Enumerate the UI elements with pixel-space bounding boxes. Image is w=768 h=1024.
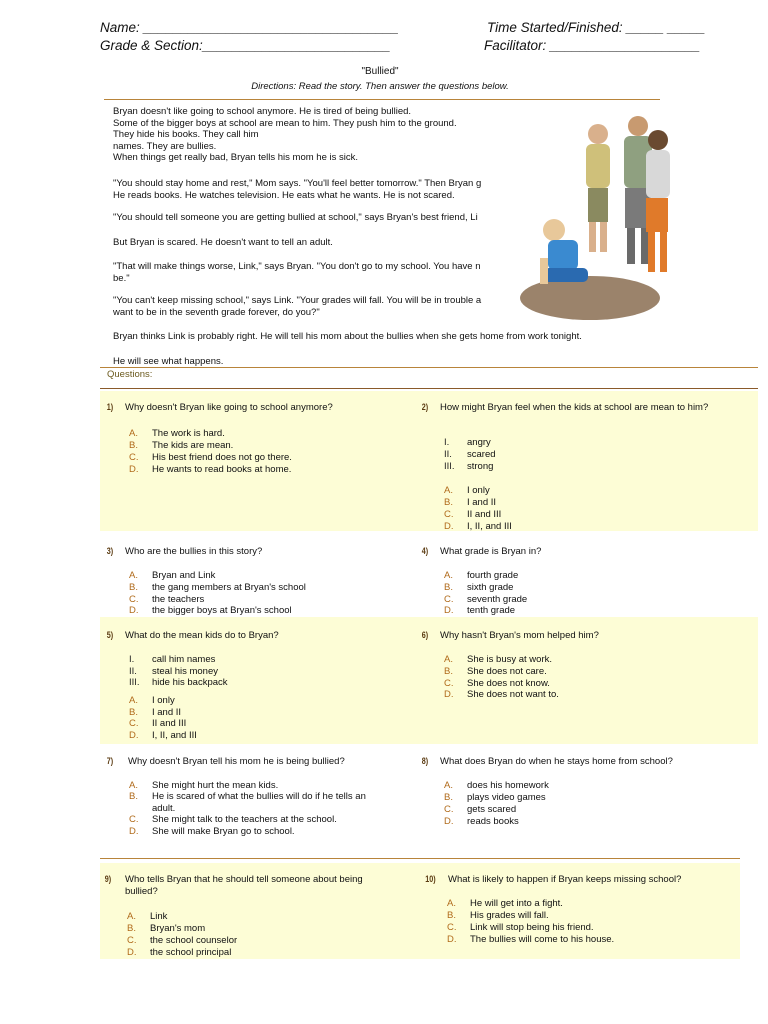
answer-option[interactable]: A. does his homework: [444, 780, 549, 791]
time-field-label: Time Started/Finished: _____ _____: [487, 20, 706, 35]
answer-option[interactable]: B. the gang members at Bryan's school: [129, 582, 306, 593]
answer-option[interactable]: C. the teachers: [129, 594, 205, 605]
option-text: The kids are mean.: [152, 440, 234, 451]
divider: [100, 388, 758, 389]
option-letter: A.: [129, 428, 138, 439]
answer-option[interactable]: B. She does not care.: [444, 666, 547, 677]
answer-option[interactable]: [129, 440, 389, 452]
roman-option: I. call him names: [129, 654, 216, 665]
question-1: [106, 402, 406, 482]
question-number: 5): [106, 630, 114, 640]
question-text: Who tells Bryan that he should tell someone about being bullied?: [125, 874, 363, 897]
question-10: [424, 874, 724, 949]
name-field-label: Name: __________________________________: [100, 20, 399, 35]
story-paragraph: Bryan doesn't like going to school anymore. He is tired of being bullied. Some of the bigger boys at school are mean to him. They push him to the ground. They hide his books. They call him names. They are bullies. When things get really bad, Bryan tells his mom he is sick.: [113, 106, 457, 164]
story-paragraph: "You should stay home and rest," Mom says. "You'll feel better tomorrow." Then Bryan g He reads books. He watches television. He eats what he wants. He is not scared.: [113, 178, 482, 201]
question-text: What do the mean kids do to Bryan?: [125, 630, 279, 641]
question-2: [421, 402, 721, 532]
story-paragraph: Bryan thinks Link is probably right. He will tell his mom about the bullies when she gets home from work tonight.: [113, 331, 582, 342]
question-text: What does Bryan do when he stays home from school?: [440, 756, 673, 767]
question-text: What grade is Bryan in?: [440, 546, 542, 557]
story-paragraph: "That will make things worse, Link," says Bryan. "You don't go to my school. You have n be.": [113, 261, 481, 284]
answer-option[interactable]: B. sixth grade: [444, 582, 514, 593]
answer-option[interactable]: D. I, II, and III: [129, 730, 197, 741]
answer-option[interactable]: A. I only: [444, 485, 490, 496]
directions-text: Directions: Read the story. Then answer the questions below.: [251, 81, 509, 92]
question-number: 4): [421, 546, 429, 556]
answer-option[interactable]: B. I and II: [129, 707, 182, 718]
roman-option: I. angry: [444, 437, 491, 448]
question-number: 9): [104, 874, 112, 884]
answer-option[interactable]: [129, 464, 389, 476]
question-text: What is likely to happen if Bryan keeps missing school?: [448, 874, 682, 885]
question-number: 1): [106, 402, 114, 412]
question-9: [104, 874, 404, 959]
answer-option[interactable]: A. fourth grade: [444, 570, 519, 581]
roman-option: II. scared: [444, 449, 496, 460]
story-title: "Bullied": [361, 66, 399, 77]
question-3: [106, 546, 406, 616]
answer-option[interactable]: A. Link: [127, 911, 168, 922]
option-text: His best friend does not go there.: [152, 452, 292, 463]
answer-option[interactable]: A. She is busy at work.: [444, 654, 553, 665]
question-text: Why doesn't Bryan like going to school anymore?: [125, 402, 333, 413]
grade-section-field-label: Grade & Section:_________________________: [100, 38, 391, 53]
questions-heading: Questions:: [107, 369, 153, 380]
divider: [100, 858, 740, 859]
answer-option[interactable]: [129, 428, 389, 440]
answer-option[interactable]: C. II and III: [444, 509, 502, 520]
answer-option[interactable]: C. the school counselor: [127, 935, 238, 946]
option-letter: C.: [129, 452, 139, 463]
story-paragraph: "You can't keep missing school," says Link. "Your grades will fall. You will be in trouble a want to be in the seventh grade forever, do you?": [113, 295, 482, 318]
answer-option[interactable]: A. He will get into a fight.: [447, 898, 563, 909]
question-text: How might Bryan feel when the kids at school are mean to him?: [440, 402, 709, 413]
option-letter: D.: [129, 464, 139, 475]
question-number: 6): [421, 630, 429, 640]
option-text: The work is hard.: [152, 428, 225, 439]
roman-option: II. steal his money: [129, 666, 219, 677]
question-number: 10): [425, 874, 436, 884]
answer-option[interactable]: A. She might hurt the mean kids.: [129, 780, 279, 791]
answer-option[interactable]: D. tenth grade: [444, 605, 516, 616]
story-paragraph: But Bryan is scared. He doesn't want to tell an adult.: [113, 237, 333, 248]
story-paragraph: He will see what happens.: [113, 356, 224, 367]
answer-option[interactable]: D. the school principal: [127, 947, 232, 958]
answer-option[interactable]: B. I and II: [444, 497, 497, 508]
answer-option[interactable]: B. His grades will fall.: [447, 910, 549, 921]
question-text: Who are the bullies in this story?: [125, 546, 263, 557]
question-number: 3): [106, 546, 114, 556]
question-text: Why doesn't Bryan tell his mom he is being bullied?: [128, 756, 345, 767]
answer-option[interactable]: A. Bryan and Link: [129, 570, 216, 581]
bullies-illustration: [500, 108, 680, 328]
answer-option[interactable]: D. the bigger boys at Bryan's school: [129, 605, 292, 616]
answer-option[interactable]: C. II and III: [129, 718, 187, 729]
question-number: 7): [106, 756, 114, 766]
divider: [100, 367, 758, 368]
answer-option[interactable]: C. She does not know.: [444, 678, 550, 689]
answer-option[interactable]: C. She might talk to the teachers at the school.: [129, 814, 337, 825]
story-paragraph: "You should tell someone you are getting bullied at school," says Bryan's best friend, Li: [113, 212, 478, 223]
answer-option[interactable]: A. I only: [129, 695, 175, 706]
answer-option[interactable]: D. She will make Bryan go to school.: [129, 826, 295, 837]
question-8: [421, 756, 721, 831]
answer-option[interactable]: B. He is scared of what the bullies will do if he tells an adult.: [129, 791, 366, 814]
answer-option[interactable]: D. The bullies will come to his house.: [447, 934, 615, 945]
divider: [104, 99, 660, 100]
answer-option[interactable]: [129, 452, 389, 464]
roman-option: III. strong: [444, 461, 494, 472]
question-5: [106, 630, 406, 742]
question-7: [106, 756, 406, 846]
question-text: Why hasn't Bryan's mom helped him?: [440, 630, 599, 641]
answer-option[interactable]: B. plays video games: [444, 792, 546, 803]
answer-option[interactable]: D. She does not want to.: [444, 689, 559, 700]
question-6: [421, 630, 721, 700]
question-number: 8): [421, 756, 429, 766]
facilitator-field-label: Facilitator: ____________________: [484, 38, 701, 53]
answer-option[interactable]: D. I, II, and III: [444, 521, 512, 532]
option-text: He wants to read books at home.: [152, 464, 292, 475]
option-letter: B.: [129, 440, 138, 451]
answer-option[interactable]: C. seventh grade: [444, 594, 528, 605]
question-4: [421, 546, 721, 616]
answer-option[interactable]: C. Link will stop being his friend.: [447, 922, 594, 933]
answer-option[interactable]: C. gets scared: [444, 804, 517, 815]
answer-option[interactable]: D. reads books: [444, 816, 519, 827]
question-number: 2): [421, 402, 429, 412]
answer-option[interactable]: B. Bryan's mom: [127, 923, 206, 934]
roman-option: III. hide his backpack: [129, 677, 228, 688]
